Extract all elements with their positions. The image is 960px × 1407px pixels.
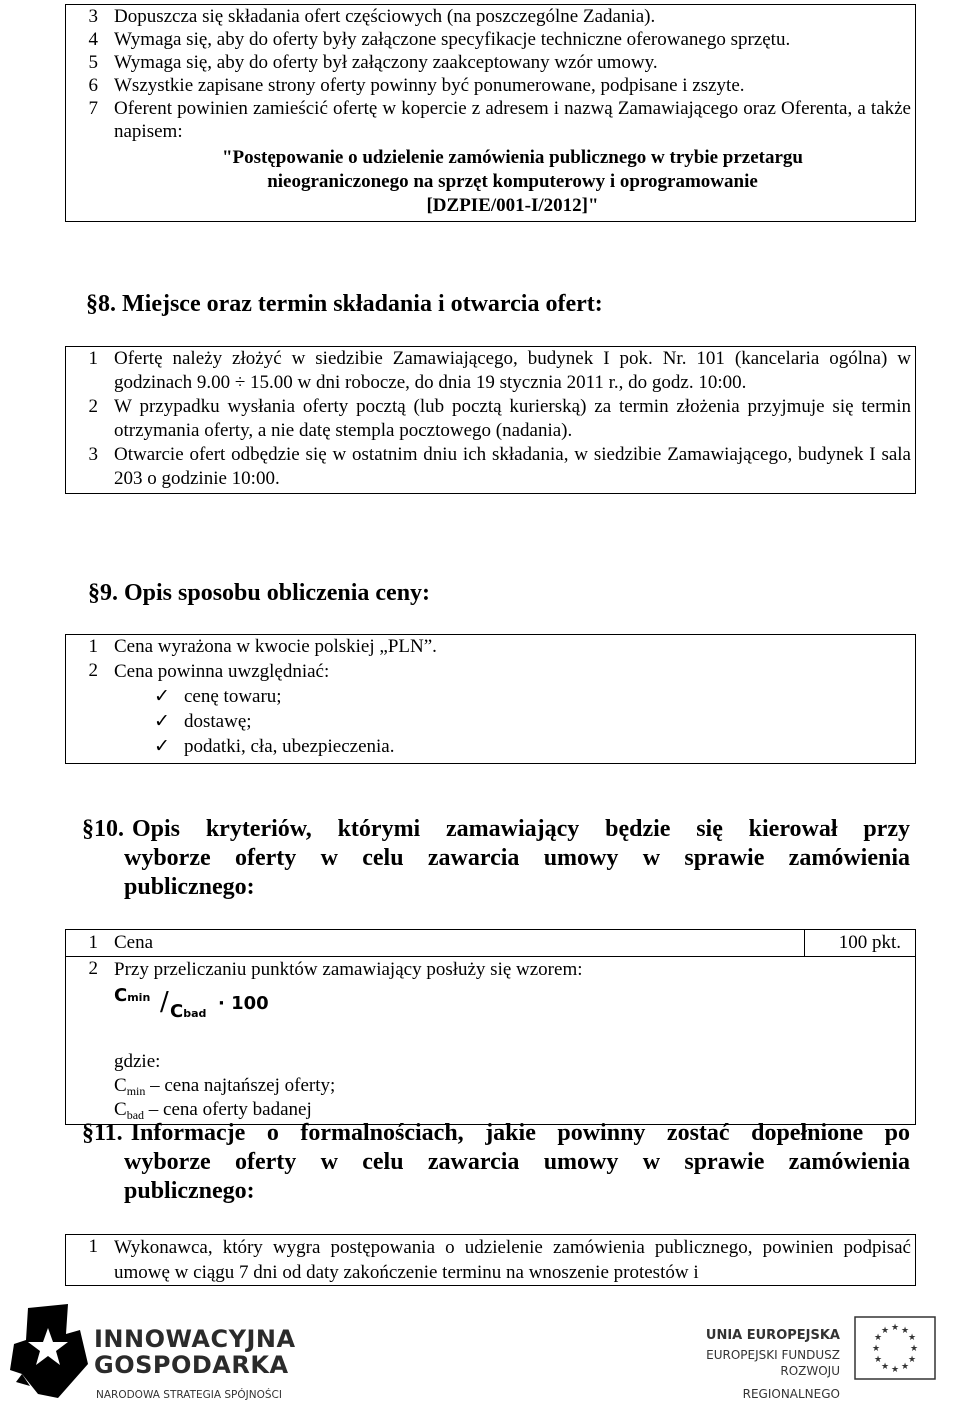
svg-text:★: ★: [880, 1362, 890, 1372]
row-number: 3: [88, 444, 98, 465]
eu-fund-logo: [700, 1314, 955, 1401]
checkmark-icon: ✓: [154, 686, 170, 707]
row-number: 2: [66, 957, 115, 1125]
innovative-economy-logo: [8, 1304, 308, 1400]
section-8-heading: [86, 290, 914, 319]
formula-cmin: Cmin: [114, 985, 151, 1006]
envelope-label-line: nieograniczonego na sprzęt komputerowy i oprogramowanie: [267, 171, 758, 192]
table-row: [66, 930, 916, 957]
innovative-economy-emblem-icon: [8, 1304, 90, 1398]
section-title: Informacje o formalnościach, jakie powinny zostać dopełnione po: [130, 1120, 910, 1146]
svg-text:★: ★: [909, 1344, 919, 1354]
table-row: [66, 443, 916, 494]
row-text: Wykonawca, który wygra postępowania o udzielenie zamówienia publicznego, powinien podpisać umowę w ciągu 7 dni od daty zakończenie terminu na wnoszenie protestów i: [114, 1237, 911, 1283]
conditions-table: [65, 4, 916, 222]
check-item-label: dostawę;: [184, 711, 252, 732]
eu-flag-icon: [854, 1316, 936, 1380]
envelope-label-line: [DZPIE/001-I/2012]": [426, 195, 599, 216]
row-text: Cena wyrażona w kwocie polskiej „PLN”.: [114, 636, 437, 657]
points-value: 100 pkt.: [805, 930, 916, 957]
row-number: 2: [88, 660, 98, 681]
section-11-heading: [82, 1119, 910, 1206]
section-10-heading: [82, 815, 910, 902]
table-row: [66, 659, 916, 764]
check-item: [114, 709, 911, 734]
svg-text:★: ★: [873, 1333, 883, 1343]
row-number: 1: [88, 636, 98, 657]
logo-line-1: UNIA EUROPEJSKA: [705, 1328, 840, 1343]
logo-line-2: GOSPODARKA: [94, 1351, 289, 1379]
section-number: §10.: [82, 816, 124, 842]
section-10-table: [65, 929, 916, 1125]
check-item: [114, 734, 911, 759]
svg-text:★: ★: [890, 1365, 900, 1375]
logo-line-1: INNOWACYJNA: [94, 1325, 296, 1353]
svg-text:★: ★: [880, 1326, 890, 1336]
table-row: [66, 957, 916, 1125]
definition-cmin: $C_{min}$ – cena najtańszej oferty;: [114, 1075, 336, 1098]
table-row: [66, 97, 916, 222]
table-row: [66, 74, 916, 97]
row-number: 1: [88, 1236, 98, 1257]
row-number: 5: [88, 52, 98, 73]
table-row: [66, 635, 916, 660]
svg-text:★: ★: [871, 1344, 881, 1354]
check-item-label: podatki, cła, ubezpieczenia.: [184, 736, 395, 757]
logo-line-3: NARODOWA STRATEGIA SPÓJNOŚCI: [96, 1389, 282, 1401]
row-number: 1: [88, 932, 98, 953]
formula-multiplier: · 100: [218, 993, 269, 1014]
logo-line-3: ROZWOJU REGIONALNEGO: [742, 1364, 840, 1401]
section-9-table: [65, 634, 916, 764]
row-text-container: [114, 659, 916, 764]
table-row: [66, 28, 916, 51]
row-text: Przy przeliczaniu punktów zamawiający posłuży się wzorem:: [114, 959, 583, 980]
section-title-line: [82, 815, 910, 844]
row-number: 2: [88, 396, 98, 417]
definition-cbad: $C_{bad}$ – cena oferty badanej: [114, 1099, 312, 1122]
section-title-line: publicznego:: [124, 874, 255, 900]
row-number: 4: [88, 29, 98, 50]
row-text: Wymaga się, aby do oferty były załączone specyfikacje techniczne oferowanego sprzętu.: [114, 29, 791, 50]
row-number: 3: [88, 6, 98, 27]
section-9-heading: [88, 579, 916, 608]
section-title: Opis sposobu obliczenia ceny:: [124, 580, 431, 606]
section-title-line: publicznego:: [124, 1178, 255, 1204]
svg-text:★: ★: [907, 1333, 917, 1343]
logo-line-2: EUROPEJSKI FUNDUSZ: [706, 1348, 840, 1362]
price-formula: [114, 982, 915, 1030]
formula-slash: /: [160, 987, 169, 1017]
table-row: [66, 347, 916, 396]
row-text-container: [114, 97, 916, 222]
row-text: Cena powinna uwzględniać:: [114, 661, 330, 682]
table-row: [66, 5, 916, 29]
section-title: Opis kryteriów, którymi zamawiający będzie się kierował przy: [132, 816, 910, 842]
row-number: 6: [88, 75, 98, 96]
svg-text:★: ★: [873, 1355, 883, 1365]
section-8-table: [65, 346, 916, 494]
row-text: Wymaga się, aby do oferty był załączony zaakceptowany wzór umowy.: [114, 52, 658, 73]
definitions-label: gdzie:: [114, 1051, 161, 1072]
checkmark-icon: ✓: [154, 736, 170, 757]
row-text: Dopuszcza się składania ofert częściowych (na poszczególne Zadania).: [114, 6, 656, 27]
svg-text:★: ★: [900, 1362, 910, 1372]
envelope-label-line: "Postępowanie o udzielenie zamówienia publicznego w trybie przetargu: [221, 147, 803, 168]
svg-text:★: ★: [907, 1355, 917, 1365]
check-item: [114, 684, 911, 709]
table-row: [66, 51, 916, 74]
section-title: Miejsce oraz termin składania i otwarcia ofert:: [122, 291, 603, 317]
section-title-line: wyborze oferty w celu zawarcia umowy w sprawie zamówienia: [124, 845, 910, 871]
row-text: Cena: [114, 932, 154, 953]
row-text: Ofertę należy złożyć w siedzibie Zamawiającego, budynek I pok. Nr. 101 (kancelaria ogólna) w godzinach 9.00 ÷ 15.00 w dni robocze, do dnia 19 stycznia 2011 r., do godz. 10:00.: [114, 348, 911, 393]
table-row: [66, 1235, 916, 1286]
section-title-line: [82, 1119, 910, 1148]
row-text: Oferent powinien zamieścić ofertę w kopercie z adresem i nazwą Zamawiającego oraz Oferenta, a także napisem:: [114, 98, 911, 142]
section-title-line: wyborze oferty w celu zawarcia umowy w sprawie zamówienia: [124, 1149, 910, 1175]
check-item-label: cenę towaru;: [184, 686, 282, 707]
checkmark-icon: ✓: [154, 711, 170, 732]
table-row: [66, 395, 916, 443]
row-text: Otwarcie ofert odbędzie się w ostatnim dniu ich składania, w siedzibie Zamawiającego, budynek I sala 203 o godzinie 10:00.: [114, 444, 911, 489]
svg-text:★: ★: [890, 1323, 900, 1333]
footer-logos: [0, 1300, 960, 1400]
svg-text:★: ★: [900, 1326, 910, 1336]
row-number: 7: [88, 98, 98, 119]
section-number: §11.: [82, 1120, 123, 1146]
row-number: 1: [88, 348, 98, 369]
section-number: §9.: [88, 580, 118, 606]
row-text-container: [114, 957, 916, 1125]
row-text: W przypadku wysłania oferty pocztą (lub pocztą kurierską) za termin złożenia przyjmuje się termin otrzymania oferty, a nie datę stempla pocztowego (nadania).: [114, 396, 911, 441]
section-number: §8.: [86, 291, 116, 317]
row-text: Wszystkie zapisane strony oferty powinny być ponumerowane, podpisane i zszyte.: [114, 75, 745, 96]
section-11-table: [65, 1234, 916, 1286]
formula-cbad: Cbad: [170, 1001, 207, 1022]
